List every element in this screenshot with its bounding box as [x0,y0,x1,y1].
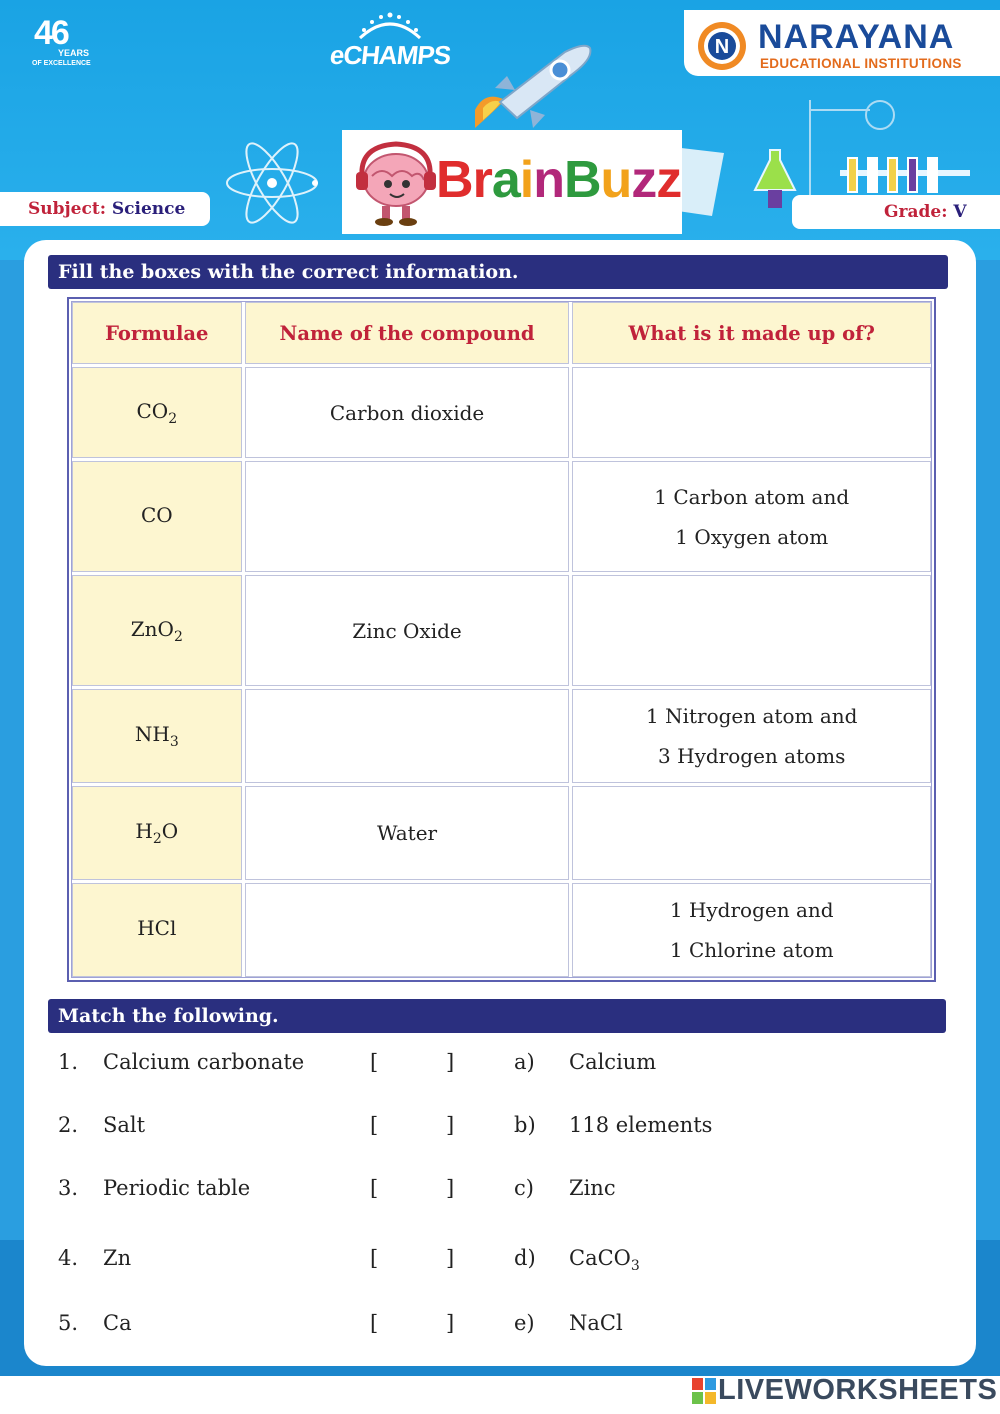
list-item [0,1050,1000,1080]
table-row [72,367,931,458]
item-number: 4. [58,1246,79,1270]
list-item [0,1113,1000,1143]
option-letter: b) [514,1113,536,1137]
years-tagline: OF EXCELLENCE [32,60,91,67]
grade-value: V [953,202,967,222]
liveworksheets-logo-icon [692,1378,716,1404]
section-title-match: Match the following. [48,999,946,1033]
table-row [72,689,931,783]
brain-mascot-icon [352,136,442,228]
table-row [72,883,931,977]
option-letter: d) [514,1246,536,1270]
option-text: CaCO$_3$ [569,1246,640,1275]
item-question: Periodic table [103,1176,251,1200]
answer-box-open[interactable]: [ [370,1176,379,1200]
formula-cell: HCl [72,883,242,977]
table-row [72,461,931,572]
watermark-text: LIVEWORKSHEETS [718,1374,998,1406]
compound-name-cell[interactable]: Carbon dioxide [245,367,570,458]
compound-name-cell[interactable] [245,883,570,977]
made-of-cell[interactable]: 1 Nitrogen atom and 3 Hydrogen atoms [572,689,931,783]
table-row [72,575,931,686]
item-question: Zn [103,1246,132,1270]
answer-box-open[interactable]: [ [370,1311,379,1335]
subject-key: Subject: [28,199,106,219]
made-of-cell[interactable]: 1 Hydrogen and 1 Chlorine atom [572,883,931,977]
item-question: Calcium carbonate [103,1050,305,1074]
years-number: 46 [34,14,68,52]
institution-name: NARAYANA [758,18,955,56]
item-question: Salt [103,1113,146,1137]
answer-box-close[interactable]: ] [446,1311,455,1335]
made-of-cell[interactable] [572,575,931,686]
item-question: Ca [103,1311,132,1335]
answer-box-close[interactable]: ] [446,1246,455,1270]
list-item [0,1311,1000,1341]
option-text: Zinc [569,1176,616,1200]
compound-name-cell[interactable] [245,689,570,783]
atom-icon [222,138,322,228]
subject-label [0,192,210,226]
answer-box-close[interactable]: ] [446,1050,455,1074]
formula-cell: $CO_2$ [72,367,242,458]
brand-title: BrainBuzz [436,151,682,209]
item-number: 3. [58,1176,79,1200]
item-number: 1. [58,1050,79,1074]
answer-box-close[interactable]: ] [446,1113,455,1137]
table-header-row [72,302,931,364]
svg-text:N: N [714,36,730,58]
answer-box-open[interactable]: [ [370,1113,379,1137]
header-made-of: What is it made up of? [572,302,931,364]
option-text: 118 elements [569,1113,713,1137]
list-item [0,1246,1000,1276]
institution-subtitle: EDUCATIONAL INSTITUTIONS [760,56,962,71]
answer-box-open[interactable]: [ [370,1246,379,1270]
answer-box-open[interactable]: [ [370,1050,379,1074]
option-text: NaCl [569,1311,623,1335]
item-number: 5. [58,1311,79,1335]
option-letter: a) [514,1050,535,1074]
compound-name-cell[interactable] [245,461,570,572]
emblem-icon [694,16,750,72]
grade-label [792,195,1000,229]
formula-cell: $H_2O$ [72,786,242,880]
lab-apparatus-icon [750,90,980,210]
answer-box-close[interactable]: ] [446,1176,455,1200]
item-number: 2. [58,1113,79,1137]
made-of-cell[interactable] [572,367,931,458]
years-badge [30,14,100,70]
option-letter: e) [514,1311,535,1335]
institution-logo [684,10,1000,76]
subject-value: Science [111,199,186,219]
compound-name-cell[interactable]: Water [245,786,570,880]
made-of-cell[interactable] [572,786,931,880]
grade-key: Grade: [884,202,948,222]
section-title-fill: Fill the boxes with the correct information. [48,255,948,289]
list-item [0,1176,1000,1206]
table-row [72,786,931,880]
header-formulae: Formulae [72,302,242,364]
crown-icon [350,10,430,40]
made-of-cell[interactable]: 1 Carbon atom and 1 Oxygen atom [572,461,931,572]
years-label: YEARS [58,48,90,58]
formula-cell: ZnO$_2$ [72,575,242,686]
rocket-icon [455,40,605,130]
header-name: Name of the compound [245,302,570,364]
echamps-logo: eCHAMPS [328,40,452,70]
option-letter: c) [514,1176,534,1200]
compound-name-cell[interactable]: Zinc Oxide [245,575,570,686]
formula-cell: $NH_3$ [72,689,242,783]
option-text: Calcium [569,1050,657,1074]
formula-cell: CO [72,461,242,572]
compound-table [67,297,936,982]
